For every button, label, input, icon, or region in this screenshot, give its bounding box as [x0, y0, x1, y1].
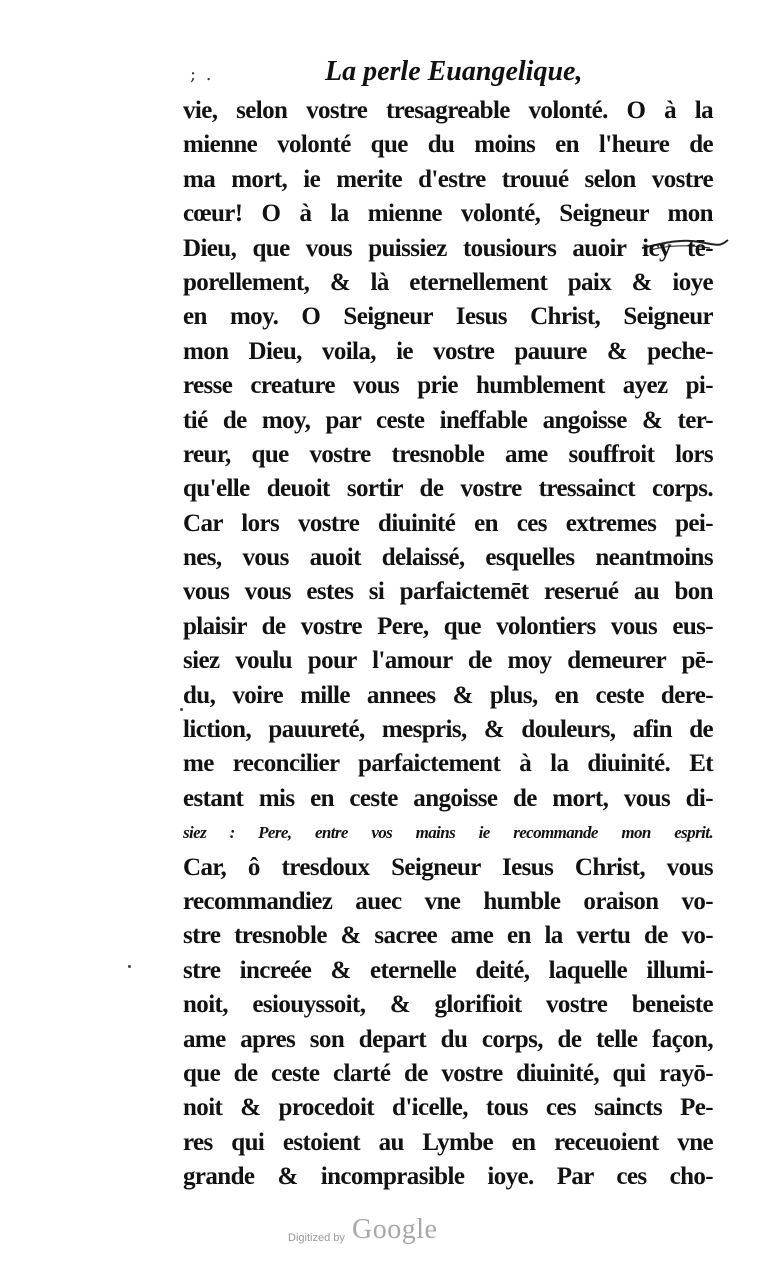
text-line: du, voire mille annees & plus, en ceste dere- — [183, 681, 713, 709]
text-line: reur, que vostre tresnoble ame souffroit lors — [183, 440, 713, 468]
text-line: que de ceste clarté de vostre diuinité, qui rayō- — [183, 1059, 713, 1087]
text-line: qu'elle deuoit sortir de vostre tressainct corps. — [183, 475, 713, 503]
margin-mark — [128, 965, 131, 968]
running-title: La perle Euangelique, — [325, 56, 583, 87]
text-line: res qui estoient au Lymbe en receuoient vne — [183, 1128, 713, 1156]
text-line: liction, pauureté, mespris, & douleurs, afin de — [183, 716, 713, 744]
text-line: mon Dieu, voila, ie vostre pauure & peche- — [183, 337, 713, 365]
text-line: recommandiez auec vne humble oraison vo- — [183, 887, 713, 915]
text-line: cœur! O à la mienne volonté, Seigneur mon — [183, 200, 713, 228]
text-line: vie, selon vostre tresagreable volonté. O à la — [183, 97, 713, 124]
text-line: ma mort, ie merite d'estre trouué selon vostre — [183, 165, 713, 193]
text-line: en moy. O Seigneur Iesus Christ, Seigneur — [183, 303, 713, 331]
text-line-quotation: siez : Pere, entre vos mains ie recommande mon esprit. — [183, 823, 713, 843]
text-line: me reconcilier parfaictement à la diuinité. Et — [183, 750, 713, 778]
text-line: tié de moy, par ceste ineffable angoisse & ter- — [183, 406, 713, 434]
text-line: Dieu, que vous puissiez tousiours auoir icy tē- — [183, 234, 713, 262]
text-line: estant mis en ceste angoisse de mort, vous di- — [183, 784, 713, 812]
text-line: stre tresnoble & sacree ame en la vertu de vo- — [183, 922, 713, 950]
text-line: Car lors vostre diuinité en ces extremes pei- — [183, 509, 713, 537]
text-line: resse creature vous prie humblement ayez pi- — [183, 372, 713, 400]
text-line: ame apres son depart du corps, de telle façon, — [183, 1025, 713, 1053]
running-header — [190, 54, 710, 94]
text-line: plaisir de vostre Pere, que volontiers vous eus- — [183, 612, 713, 640]
text-line: noit & procedoit d'icelle, tous ces saincts Pe- — [183, 1094, 713, 1122]
text-line: Car, ô tresdoux Seigneur Iesus Christ, vous — [183, 853, 713, 881]
text-line: noit, esiouyssoit, & glorifioit vostre beneiste — [183, 991, 713, 1019]
text-line: porellement, & là eternellement paix & ioye — [183, 268, 713, 296]
text-line: vous vous estes si parfaictemēt reserué au bon — [183, 578, 713, 606]
text-line: nes, vous auoit delaissé, esquelles neantmoins — [183, 544, 713, 572]
text-line: siez voulu pour l'amour de moy demeurer pē- — [183, 647, 713, 675]
text-line: mienne volonté que du moins en l'heure de — [183, 131, 713, 159]
body-text — [183, 94, 713, 1195]
google-logo: Google — [352, 1214, 438, 1245]
text-line: stre increée & eternelle deité, laquelle illumi- — [183, 956, 713, 984]
text-line: grande & incomprasible ioye. Par ces cho- — [183, 1163, 713, 1191]
digitization-watermark — [288, 1216, 468, 1252]
watermark-prefix: Digitized by — [288, 1232, 345, 1244]
header-ornament: ; . — [190, 64, 214, 85]
